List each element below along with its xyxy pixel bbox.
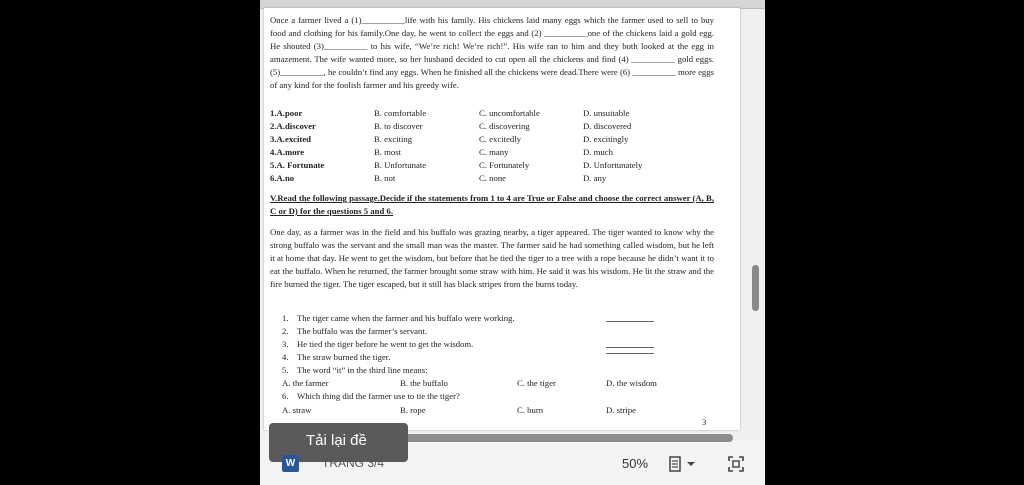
option-a: 1.A.poor xyxy=(270,108,303,118)
option-b: B. to discover xyxy=(374,121,423,131)
statement-text: The straw burned the tiger. xyxy=(297,352,391,362)
statement-number: 3. xyxy=(282,339,289,349)
option-a: A. straw xyxy=(282,405,312,415)
page-number: 3 xyxy=(702,417,707,427)
statement-text: He tied the tiger before he went to get the wisdom. xyxy=(297,339,474,349)
passage-2: One day, as a farmer was in the field and his buffalo was grazing nearby, a tiger appeared. The tiger wanted to know why the strong buffalo was the servant and the small man was the master. The farmer said he had something called wisdom, but he left it at home that day. He went to get the wisdom, but before that he tied the tiger to a tree with a rope because he didn’t want it to eat the buffalo. When he returned, the farmer brought some straw with him. He said it was his wisdom. He lit the straw and the fire burned the tiger. The tiger escaped, but it still has black stripes from the burns today. xyxy=(270,227,714,289)
option-b: B. comfortable xyxy=(374,108,427,118)
statement-number: 1. xyxy=(282,313,289,323)
option-b: B. most xyxy=(374,147,402,157)
option-row-1 xyxy=(270,107,714,120)
question-number: 5. xyxy=(282,365,289,375)
question-6-options xyxy=(282,404,712,417)
passage-1: Once a farmer lived a (1)__________life with his family. His chickens laid many eggs which the farmer used to sell to buy food and clothing for his family.One day, he went to collect the eggs and (2) __________one of the chickens laid a gold egg. He shouted (3)__________ to his wife, “We’re rich! We’re rich!”. His wife ran to him and they both looked at the egg in amazement. The wife wanted more, so her husband decided to cut open all the chickens and find (4) __________ gold eggs. (5)__________, he couldn’t find any eggs. When he finished all the chickens were dead.There were (6) __________ more eggs of any kind for the foolish farmer and his greedy wife. xyxy=(270,15,714,90)
option-c: C. many xyxy=(479,147,509,157)
answer-blank xyxy=(606,353,654,354)
question-text: Which thing did the farmer use to tie the tiger? xyxy=(297,391,460,401)
document-viewer xyxy=(260,0,765,485)
answer-blank xyxy=(606,321,654,322)
zoom-level[interactable]: 50% xyxy=(622,456,649,471)
option-c: C. burn xyxy=(517,405,544,415)
statement-number: 2. xyxy=(282,326,289,336)
option-b: B. rope xyxy=(400,405,426,415)
option-c: C. excitedly xyxy=(479,134,521,144)
option-row-6 xyxy=(270,172,714,185)
option-c: C. Fortunately xyxy=(479,160,530,170)
option-a: 5.A. Fortunate xyxy=(270,160,325,170)
statement-1 xyxy=(282,312,712,325)
question-number: 6. xyxy=(282,391,289,401)
option-row-3 xyxy=(270,133,714,146)
option-b: B. exciting xyxy=(374,134,413,144)
option-d: D. unsuitable xyxy=(583,108,630,118)
option-a: A. the farmer xyxy=(282,378,329,388)
statement-text: The buffalo was the farmer’s servant. xyxy=(297,326,427,336)
reload-exam-button[interactable]: Tải lại đề xyxy=(269,423,408,462)
option-c: C. uncomfortable xyxy=(479,108,540,118)
statement-2 xyxy=(282,325,712,338)
view-mode-icon[interactable] xyxy=(669,456,699,472)
option-b: B. the buffalo xyxy=(400,378,448,388)
reading-progress-bar[interactable] xyxy=(395,434,733,442)
option-d: D. excitingly xyxy=(583,134,629,144)
option-b: B. not xyxy=(374,173,396,183)
option-a: 6.A.no xyxy=(270,173,295,183)
question-text: The word “it” in the third line means: xyxy=(297,365,428,375)
option-d: D. any xyxy=(583,173,607,183)
option-d: D. much xyxy=(583,147,613,157)
option-row-4 xyxy=(270,146,714,159)
option-row-2 xyxy=(270,120,714,133)
option-b: B. Unfortunate xyxy=(374,160,427,170)
question-5-options xyxy=(282,377,712,390)
question-6 xyxy=(282,390,712,403)
option-d: D. discovered xyxy=(583,121,632,131)
option-c: C. the tiger xyxy=(517,378,556,388)
option-a: 3.A.excited xyxy=(270,134,312,144)
option-a: 2.A.discover xyxy=(270,121,316,131)
statement-number: 4. xyxy=(282,352,289,362)
word-document-icon: W xyxy=(282,455,299,472)
section-v-heading: V.Read the following passage.Decide if the statements from 1 to 4 are True or False and choose the correct answer (A, B, C or D) for the questions 5 and 6. xyxy=(270,193,714,216)
statement-text: The tiger came when the farmer and his buffalo were working. xyxy=(297,313,515,323)
option-c: C. none xyxy=(479,173,507,183)
option-d: D. the wisdom xyxy=(606,378,657,388)
statement-3 xyxy=(282,338,712,351)
option-d: D. Unfortunately xyxy=(583,160,643,170)
option-row-5 xyxy=(270,159,714,172)
fit-to-screen-icon[interactable] xyxy=(728,456,744,472)
statement-4 xyxy=(282,351,712,364)
page-indicator: TRANG 3/4 xyxy=(322,456,385,470)
vertical-scrollbar-thumb[interactable] xyxy=(752,265,759,311)
option-d: D. stripe xyxy=(606,405,636,415)
answer-blank xyxy=(606,347,654,348)
question-5 xyxy=(282,364,712,377)
option-c: C. discovering xyxy=(479,121,530,131)
document-page xyxy=(264,8,740,430)
option-a: 4.A.more xyxy=(270,147,305,157)
